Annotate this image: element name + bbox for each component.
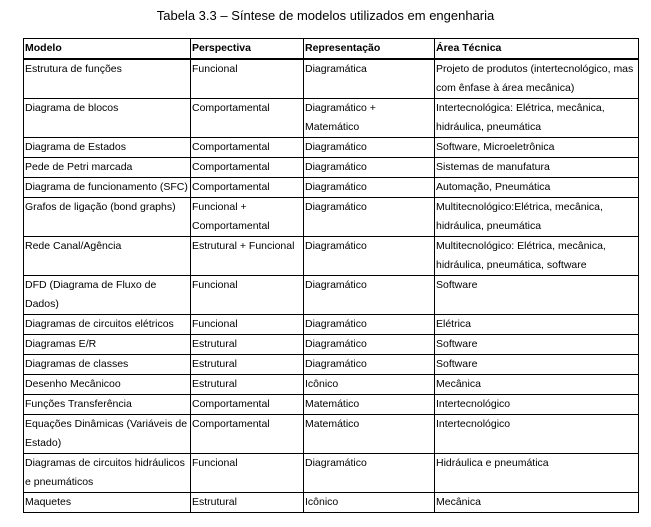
cell-perspectiva: Funcional [191, 59, 304, 99]
header-modelo: Modelo [24, 39, 191, 60]
cell-area-tecnica: Projeto de produtos (intertecnológico, mas com ênfase à área mecânica) [435, 59, 639, 99]
cell-perspectiva: Estrutural [191, 355, 304, 375]
cell-area-tecnica: Automação, Pneumática [435, 178, 639, 198]
header-representacao: Representação [304, 39, 435, 60]
cell-representacao: Diagramática [304, 59, 435, 99]
cell-area-tecnica: Software [435, 335, 639, 355]
cell-modelo: Diagramas E/R [24, 335, 191, 355]
cell-area-tecnica: Hidráulica e pneumática [435, 454, 639, 493]
table-row [24, 493, 639, 513]
cell-modelo: Diagrama de funcionamento (SFC) [24, 178, 191, 198]
cell-representacao: Diagramático + Matemático [304, 99, 435, 138]
cell-perspectiva: Comportamental [191, 415, 304, 454]
table-row [24, 335, 639, 355]
cell-area-tecnica: Mecânica [435, 375, 639, 395]
table-body [24, 59, 639, 513]
table-row [24, 454, 639, 493]
cell-representacao: Diagramático [304, 335, 435, 355]
table-row [24, 315, 639, 335]
cell-area-tecnica: Intertecnológico [435, 395, 639, 415]
table-caption: Tabela 3.3 – Síntese de modelos utilizados em engenharia [156, 8, 495, 23]
cell-perspectiva: Comportamental [191, 138, 304, 158]
table-row [24, 158, 639, 178]
cell-representacao: Icônico [304, 375, 435, 395]
cell-perspectiva: Funcional [191, 454, 304, 493]
cell-modelo: Diagrama de Estados [24, 138, 191, 158]
cell-area-tecnica: Multitecnológico:Elétrica, mecânica, hidráulica, pneumática [435, 198, 639, 237]
table-row [24, 375, 639, 395]
cell-modelo: Desenho Mecânicoo [24, 375, 191, 395]
cell-modelo: Grafos de ligação (bond graphs) [24, 198, 191, 237]
table-row [24, 99, 639, 138]
cell-representacao: Diagramático [304, 315, 435, 335]
cell-area-tecnica: Intertecnológico [435, 415, 639, 454]
cell-representacao: Diagramático [304, 454, 435, 493]
header-area-tecnica: Área Técnica [435, 39, 639, 60]
cell-representacao: Diagramático [304, 276, 435, 315]
table-row [24, 138, 639, 158]
table-row [24, 355, 639, 375]
cell-area-tecnica: Mecânica [435, 493, 639, 513]
cell-perspectiva: Funcional + Comportamental [191, 198, 304, 237]
cell-representacao: Diagramático [304, 158, 435, 178]
cell-modelo: Diagramas de circuitos hidráulicos e pneumáticos [24, 454, 191, 493]
table-row [24, 198, 639, 237]
cell-modelo: Diagrama de blocos [24, 99, 191, 138]
cell-perspectiva: Estrutural [191, 375, 304, 395]
cell-representacao: Icônico [304, 493, 435, 513]
cell-modelo: DFD (Diagrama de Fluxo de Dados) [24, 276, 191, 315]
cell-area-tecnica: Multitecnológico: Elétrica, mecânica, hidráulica, pneumática, software [435, 237, 639, 276]
cell-modelo: Equações Dinâmicas (Variáveis de Estado) [24, 415, 191, 454]
table-row [24, 415, 639, 454]
cell-modelo: Rede Canal/Agência [24, 237, 191, 276]
cell-perspectiva: Funcional [191, 315, 304, 335]
cell-modelo: Estrutura de funções [24, 59, 191, 99]
cell-perspectiva: Comportamental [191, 178, 304, 198]
cell-representacao: Diagramático [304, 138, 435, 158]
header-row [24, 39, 639, 60]
cell-perspectiva: Comportamental [191, 99, 304, 138]
table-row [24, 395, 639, 415]
cell-representacao: Diagramático [304, 178, 435, 198]
cell-perspectiva: Comportamental [191, 395, 304, 415]
cell-representacao: Matemático [304, 395, 435, 415]
cell-representacao: Diagramático [304, 237, 435, 276]
cell-perspectiva: Estrutural [191, 335, 304, 355]
cell-area-tecnica: Intertecnológica: Elétrica, mecânica, hidráulica, pneumática [435, 99, 639, 138]
cell-perspectiva: Comportamental [191, 158, 304, 178]
header-perspectiva: Perspectiva [191, 39, 304, 60]
cell-representacao: Matemático [304, 415, 435, 454]
cell-area-tecnica: Software, Microeletrônica [435, 138, 639, 158]
cell-modelo: Funções Transferência [24, 395, 191, 415]
table-row [24, 237, 639, 276]
cell-representacao: Diagramático [304, 355, 435, 375]
table-row [24, 59, 639, 99]
cell-area-tecnica: Elétrica [435, 315, 639, 335]
cell-area-tecnica: Software [435, 355, 639, 375]
table-row [24, 276, 639, 315]
cell-modelo: Diagramas de classes [24, 355, 191, 375]
table-row [24, 178, 639, 198]
cell-perspectiva: Estrutural [191, 493, 304, 513]
cell-representacao: Diagramático [304, 198, 435, 237]
cell-perspectiva: Estrutural + Funcional [191, 237, 304, 276]
cell-area-tecnica: Software [435, 276, 639, 315]
cell-modelo: Maquetes [24, 493, 191, 513]
cell-modelo: Diagramas de circuitos elétricos [24, 315, 191, 335]
cell-modelo: Pede de Petri marcada [24, 158, 191, 178]
cell-area-tecnica: Sistemas de manufatura [435, 158, 639, 178]
models-table [23, 38, 639, 513]
table-header [24, 39, 639, 60]
cell-perspectiva: Funcional [191, 276, 304, 315]
